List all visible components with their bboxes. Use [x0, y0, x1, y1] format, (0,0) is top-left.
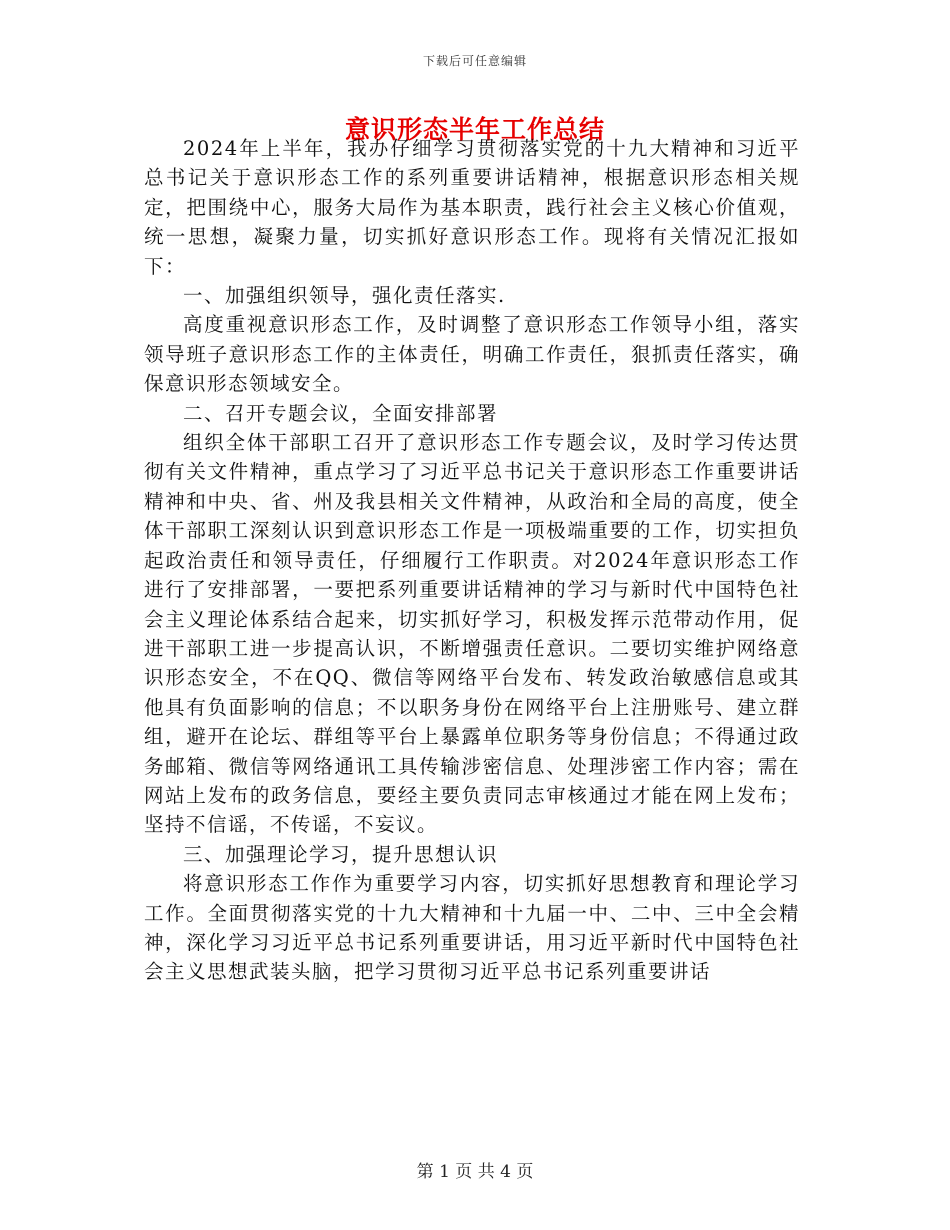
section-heading-1: 一、加强组织领导，强化责任落实.	[183, 284, 506, 308]
page-number-footer	[0, 1157, 950, 1182]
paragraph-intro: 2024年上半年，我办仔细学习贯彻落实党的十九大精神和习近平总书记关于意识形态工作的系列重要讲话精神，根据意识形态相关规定，把围绕中心，服务大局作为基本职责，践行社会主义核心价值观，统一思想，凝聚力量，切实抓好意识形态工作。现将有关情况汇报如下：	[144, 137, 800, 278]
paragraph-section-1: 高度重视意识形态工作，及时调整了意识形态工作领导小组，落实领导班子意识形态工作的主体责任，明确工作责任，狠抓责任落实，确保意识形态领域安全。	[144, 313, 800, 396]
paragraph-section-2: 组织全体干部职工召开了意识形态工作专题会议，及时学习传达贯彻有关文件精神，重点学习了习近平总书记关于意识形态工作重要讲话精神和中央、省、州及我县相关文件精神，从政治和全局的高度，使全体干部职工深刻认识到意识形态工作是一项极端重要的工作，切实担负起政治责任和领导责任，仔细履行工作职责。对2024年意识形态工作进行了安排部署，一要把系列重要讲话精神的学习与新时代中国特色社会主义理论体系结合起来，切实抓好学习，积极发挥示范带动作用，促进干部职工进一步提高认识，不断增强责任意识。二要切实维护网络意识形态安全，不在QQ、微信等网络平台发布、转发政治敏感信息或其他具有负面影响的信息；不以职务身份在网络平台上注册账号、建立群组，避开在论坛、群组等平台上暴露单位职务等身份信息；不得通过政务邮箱、微信等网络通讯工具传输涉密信息、处理涉密工作内容；需在网站上发布的政务信息，要经主要负责同志审核通过才能在网上发布；坚持不信谣，不传谣，不妄议。	[144, 431, 800, 837]
section-heading-3: 三、加强理论学习，提升思想认识	[183, 842, 499, 866]
page-header-note: 下载后可任意编辑	[422, 54, 527, 68]
section-heading-2: 二、召开专题会议，全面安排部署	[183, 401, 499, 425]
document-title: 意识形态半年工作总结	[344, 115, 605, 144]
page-number-text: 第 1 页 共 4 页	[416, 1162, 534, 1182]
document-body	[144, 134, 800, 987]
paragraph-section-3: 将意识形态工作作为重要学习内容，切实抓好思想教育和理论学习工作。全面贯彻落实党的十九大精神和十九届一中、二中、三中全会精神，深化学习习近平总书记系列重要讲话，用习近平新时代中国特色社会主义思想武装头脑，把学习贯彻习近平总书记系列重要讲话	[144, 872, 800, 984]
